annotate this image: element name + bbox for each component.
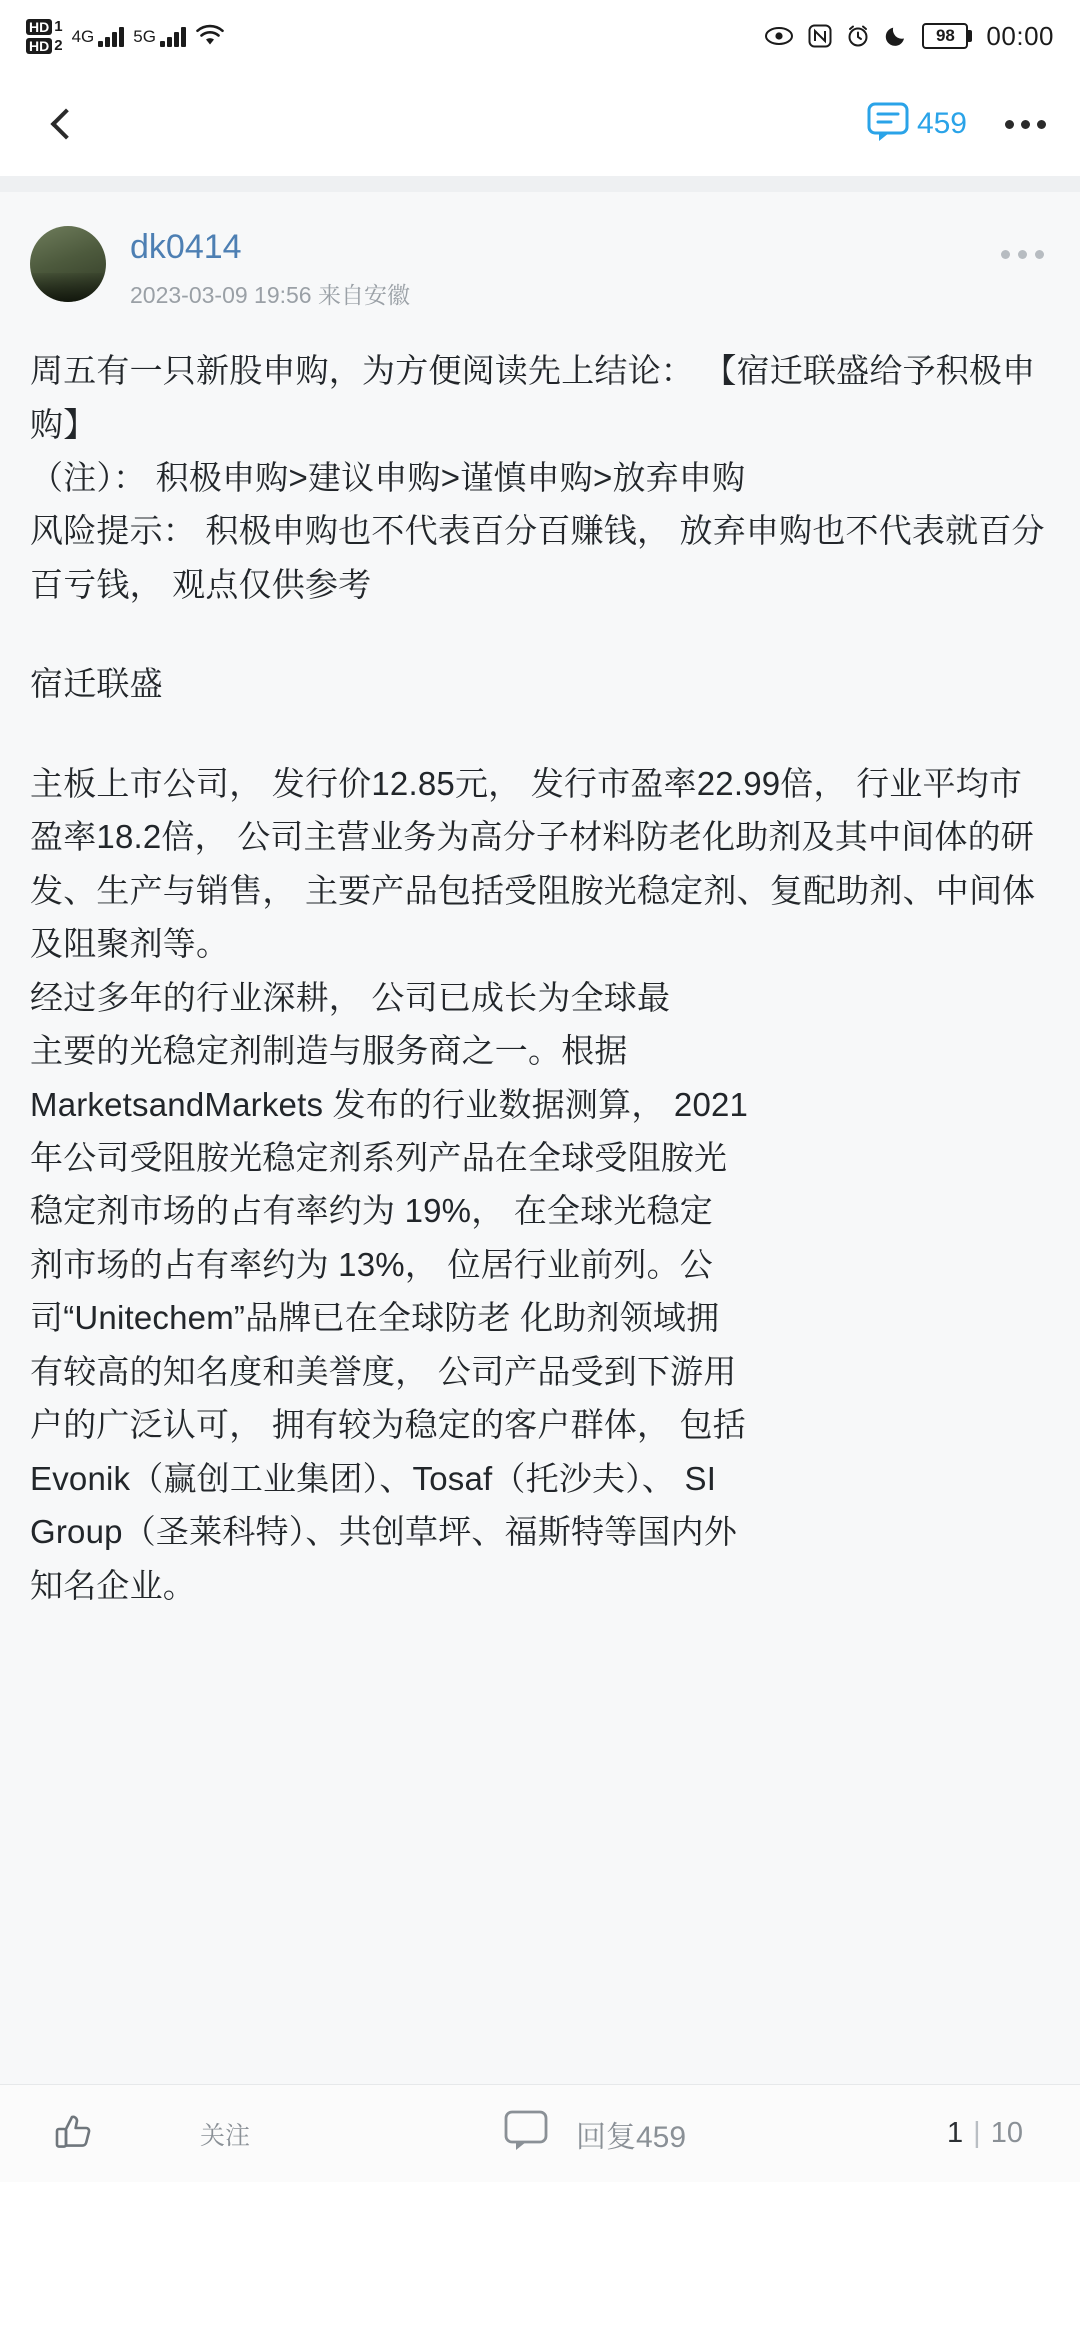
- post-paragraph: 主要的光稳定剂制造与服务商之一。根据: [30, 1032, 628, 1070]
- hd2-icon: [26, 38, 63, 54]
- signal-bars-1-icon: [98, 25, 124, 47]
- post-paragraph: 主板上市公司， 发行价12.85元， 发行市盈率22.99倍， 行业平均市盈率18.2倍， 公司主营业务为高分子材料防老化助剂及其中间体的研发、生产与销售， 主要产品包括受阻胺光稳定剂、复配助剂、中间体及阻聚剂等。: [30, 764, 1036, 963]
- battery-icon: [922, 23, 972, 49]
- post-paragraph: 知名企业。: [30, 1566, 196, 1604]
- nav-bar-actions: [867, 101, 1046, 148]
- moon-icon: [884, 24, 908, 48]
- network-type-1: 4G: [71, 27, 95, 46]
- author-name[interactable]: dk0414: [130, 228, 242, 266]
- post-paragraph: 稳定剂市场的占有率约为 19%， 在全球光稳定: [30, 1192, 713, 1230]
- page-separator: |: [973, 2117, 981, 2149]
- post-paragraph: 有较高的知名度和美誉度， 公司产品受到下游用: [30, 1352, 737, 1390]
- comment-icon: [867, 101, 913, 148]
- bottom-action-bar: [0, 2084, 1080, 2182]
- page-current: 1: [947, 2117, 964, 2149]
- signal-group-2: [133, 25, 186, 47]
- reply-label: 回复459: [575, 2120, 687, 2154]
- avatar[interactable]: [30, 226, 106, 302]
- thumbs-up-icon: [52, 2108, 98, 2159]
- post-paragraph: Group（圣莱科特）、共创草坪、福斯特等国内外: [30, 1513, 738, 1551]
- nfc-icon: [808, 24, 832, 48]
- status-bar-left: [26, 19, 225, 54]
- nav-bar: [0, 72, 1080, 176]
- status-bar-clock: 00:00: [986, 20, 1054, 51]
- volte-hd-indicators: [26, 19, 63, 54]
- hd2-number: 2: [54, 37, 63, 54]
- post-paragraph: 风险提示： 积极申购也不代表百分百赚钱， 放弃申购也不代表就百分百亏钱， 观点仅供参考: [30, 512, 1045, 603]
- post-paragraph: 司“Unitechem”品牌已在全球防老 化助剂领域拥: [30, 1299, 720, 1337]
- more-dots-icon[interactable]: [1005, 120, 1046, 129]
- post-content-area: [0, 192, 1080, 2182]
- post-author-row: [30, 192, 1050, 310]
- section-divider: [0, 176, 1080, 192]
- follow-button[interactable]: [150, 2116, 300, 2152]
- back-button[interactable]: [34, 96, 90, 152]
- post-body: [30, 344, 1050, 1612]
- wifi-icon: [195, 24, 225, 48]
- post-more-dots-icon[interactable]: [1001, 250, 1044, 259]
- hd1-icon: [26, 19, 63, 35]
- author-meta: [130, 226, 410, 310]
- post-paragraph: 户的广泛认可， 拥有较为稳定的客户群体， 包括: [30, 1406, 746, 1444]
- hd2-label: HD: [26, 38, 52, 54]
- signal-group-1: [72, 25, 125, 47]
- post-paragraph: 周五有一只新股申购，为方便阅读先上结论： 【宿迁联盛给予积极申购】: [30, 352, 1036, 443]
- eye-icon: [764, 25, 794, 47]
- post-paragraph: 剂市场的占有率约为 13%， 位居行业前列。公: [30, 1245, 713, 1283]
- comment-count-label: 459: [916, 107, 967, 140]
- hd1-label: HD: [26, 19, 52, 35]
- follow-label: 关注: [199, 2121, 250, 2150]
- post-timestamp-location: 2023-03-09 19:56 来自安徽: [130, 282, 410, 309]
- battery-level: 98: [922, 23, 968, 49]
- post-paragraph: MarketsandMarkets 发布的行业数据测算， 2021: [30, 1085, 749, 1123]
- alarm-icon: [846, 24, 870, 48]
- page-indicator[interactable]: [890, 2117, 1080, 2150]
- battery-cap: [968, 30, 972, 42]
- back-chevron-icon: [50, 108, 81, 139]
- like-button[interactable]: [0, 2108, 150, 2159]
- network-type-2: 5G: [133, 27, 156, 46]
- status-bar-right: [764, 0, 1054, 72]
- comment-count-button[interactable]: [867, 101, 967, 148]
- post-paragraph: （注）： 积极申购>建议申购>谨慎申购>放弃申购: [30, 459, 746, 496]
- post-paragraph: 经过多年的行业深耕， 公司已成长为全球最: [30, 978, 671, 1016]
- hd1-number: 1: [54, 18, 63, 35]
- status-bar: [0, 0, 1080, 72]
- post-paragraph: Evonik（赢创工业集团）、Tosaf（托沙夫）、 SI: [30, 1459, 717, 1497]
- signal-bars-2-icon: [160, 25, 186, 47]
- reply-button[interactable]: [300, 2109, 890, 2158]
- post-paragraph: 宿迁联盛: [30, 665, 163, 703]
- page-total: 10: [990, 2117, 1023, 2149]
- post-paragraph: 年公司受阻胺光稳定剂系列产品在全球受阻胺光: [30, 1138, 728, 1176]
- reply-comment-icon: [504, 2109, 552, 2158]
